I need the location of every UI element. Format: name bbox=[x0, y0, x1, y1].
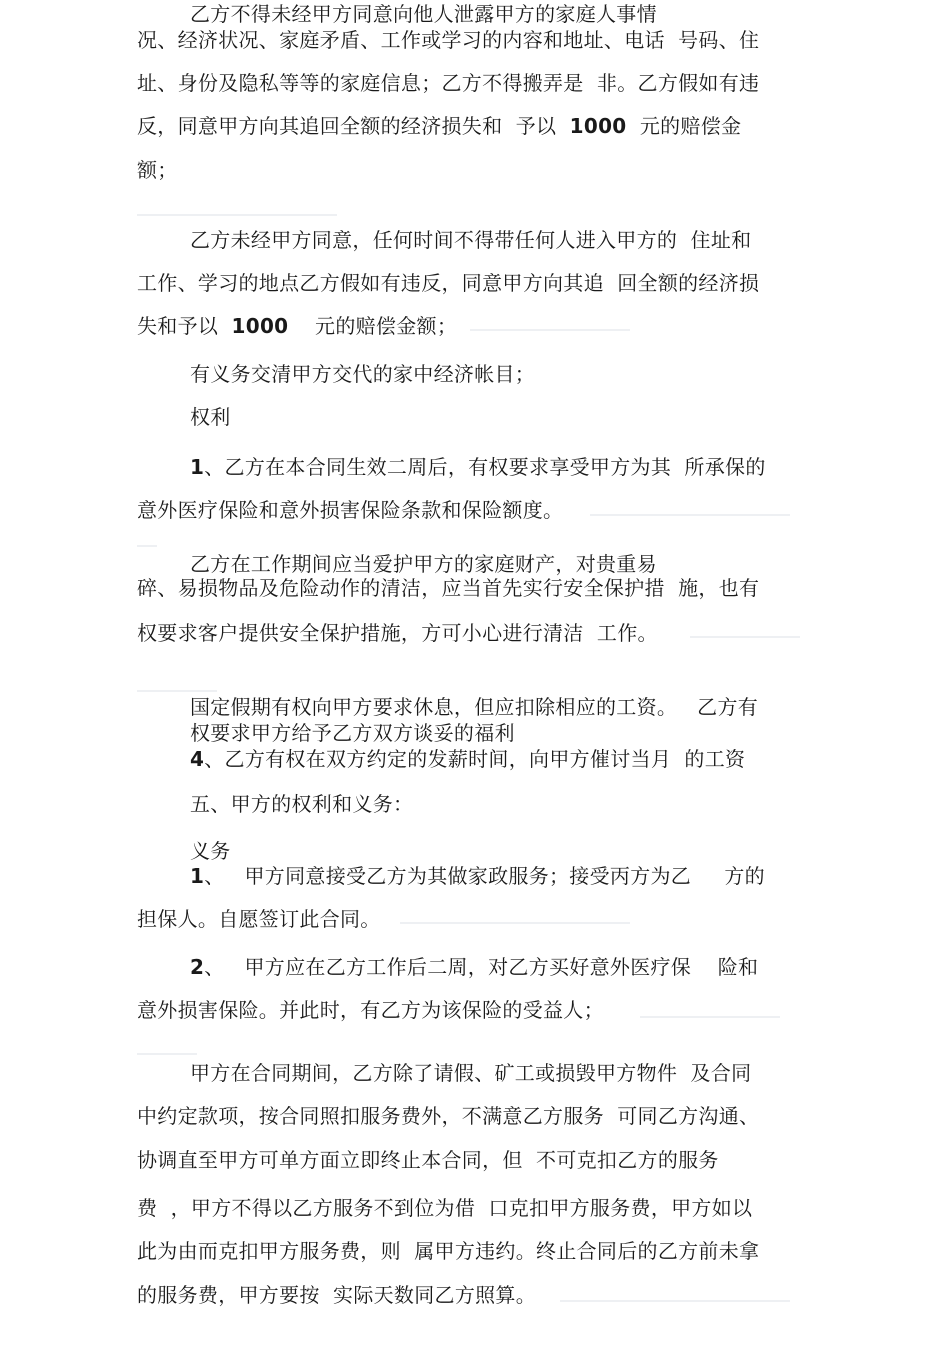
text-line: 国定假期有权向甲方要求休息，但应扣除相应的工资。 乙方有 bbox=[190, 695, 759, 719]
text-line: 碎、易损物品及危险动作的清洁，应当首先实行安全保护措 施，也有 bbox=[137, 576, 760, 600]
scan-artifact bbox=[137, 214, 337, 216]
text-line: 协调直至甲方可单方面立即终止本合同，但 不可克扣乙方的服务 bbox=[137, 1148, 719, 1172]
text-line: 额； bbox=[137, 158, 178, 182]
scan-artifact bbox=[590, 514, 790, 516]
scan-artifact bbox=[470, 329, 630, 331]
bold-number: 4 bbox=[190, 747, 205, 771]
bold-number: 1 bbox=[190, 455, 205, 479]
text-line: 权利 bbox=[190, 405, 231, 429]
text-line: 工作、学习的地点乙方假如有违反，同意甲方向其追 回全额的经济损 bbox=[137, 271, 760, 295]
scan-artifact bbox=[560, 1300, 790, 1302]
text-segment: 反，同意甲方向其追回全额的经济损失和 予以 bbox=[137, 114, 570, 138]
text-line: 五、甲方的权利和义务： bbox=[190, 792, 414, 816]
text-line: 乙方不得未经甲方同意向他人泄露甲方的家庭人事情 bbox=[190, 2, 657, 26]
text-line: 的服务费，甲方要按 实际天数同乙方照算。 bbox=[137, 1283, 537, 1307]
text-line: 权要求甲方给予乙方双方谈妥的福利 bbox=[190, 721, 515, 745]
scan-artifact bbox=[137, 1053, 197, 1055]
bold-number: 2 bbox=[190, 955, 205, 979]
text-line: 中约定款项，按合同照扣服务费外，不满意乙方服务 可同乙方沟通、 bbox=[137, 1104, 760, 1128]
text-line: 权要求客户提供安全保护措施，方可小心进行清洁 工作。 bbox=[137, 621, 658, 645]
text-line bbox=[190, 864, 765, 888]
text-line: 义务 bbox=[190, 839, 231, 863]
text-segment: 、乙方在本合同生效二周后，有权要求享受甲方为其 所承保的 bbox=[204, 455, 766, 479]
bold-number: 1000 bbox=[231, 314, 289, 338]
bold-number: 1 bbox=[190, 864, 205, 888]
scan-artifact bbox=[137, 690, 217, 692]
text-line: 乙方在工作期间应当爱护甲方的家庭财产，对贵重易 bbox=[190, 552, 657, 576]
text-line: 担保人。自愿签订此合同。 bbox=[137, 907, 381, 931]
text-segment: 、乙方有权在双方约定的发薪时间，向甲方催讨当月 的工资 bbox=[204, 747, 746, 771]
text-line bbox=[137, 114, 741, 138]
text-segment: 元的赔偿金 bbox=[626, 114, 742, 138]
text-segment: 元的赔偿金额； bbox=[288, 314, 458, 338]
text-line bbox=[190, 955, 758, 979]
text-line bbox=[190, 747, 745, 771]
text-line: 甲方在合同期间，乙方除了请假、矿工或损毁甲方物件 及合同 bbox=[190, 1061, 752, 1085]
scan-artifact bbox=[400, 922, 630, 924]
text-line: 况、经济状况、家庭矛盾、工作或学习的内容和地址、电话 号码、住 bbox=[137, 28, 760, 52]
text-segment: 失和予以 bbox=[137, 314, 232, 338]
text-segment: 、 甲方应在乙方工作后二周，对乙方买好意外医疗保 险和 bbox=[204, 955, 759, 979]
text-line: 此为由而克扣甲方服务费，则 属甲方违约。终止合同后的乙方前未拿 bbox=[137, 1239, 760, 1263]
scan-artifact bbox=[640, 1016, 780, 1018]
text-line: 乙方未经甲方同意，任何时间不得带任何人进入甲方的 住址和 bbox=[190, 228, 752, 252]
text-segment: 、 甲方同意接受乙方为其做家政服务；接受丙方为乙 方的 bbox=[204, 864, 765, 888]
text-line: 意外损害保险。并此时，有乙方为该保险的受益人； bbox=[137, 998, 604, 1022]
text-line: 址、身份及隐私等等的家庭信息；乙方不得搬弄是 非。乙方假如有违 bbox=[137, 71, 760, 95]
text-line: 意外医疗保险和意外损害保险条款和保险额度。 bbox=[137, 498, 564, 522]
scan-artifact bbox=[690, 636, 800, 638]
text-line bbox=[190, 455, 766, 479]
text-line bbox=[137, 314, 457, 338]
scan-artifact bbox=[137, 545, 157, 547]
text-line: 有义务交清甲方交代的家中经济帐目； bbox=[190, 362, 536, 386]
bold-number: 1000 bbox=[569, 114, 627, 138]
text-line: 费 ，甲方不得以乙方服务不到位为借 口克扣甲方服务费，甲方如以 bbox=[137, 1196, 753, 1220]
